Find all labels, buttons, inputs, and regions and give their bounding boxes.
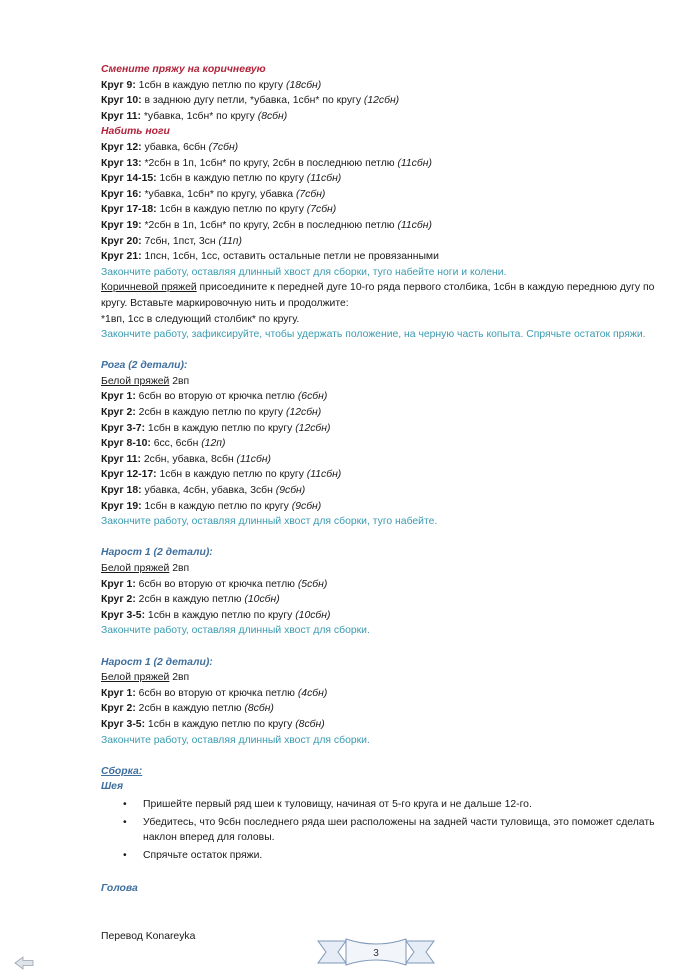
section-heading [101,358,661,374]
pattern-row [101,686,661,702]
row-text: Закончите работу, оставляя длинный хвост для сборки. [101,734,370,746]
row-text: Шея [101,781,124,793]
row-text: *1вп, 1сс в следующий столбик* по кругу. [101,313,300,325]
row-label: Круг 3-7: [101,422,146,434]
row-label: Круг 14-15: [101,173,157,185]
stitch-count: (11сбн) [236,453,271,465]
pattern-row [101,140,661,156]
row-text: 2сбн в каждую петлю [135,703,245,715]
finish-note [101,733,661,749]
spacer [101,530,661,546]
row-text: 1псн, 1сбн, 1сс, оставить остальные петли не провязанными [141,251,439,263]
row-label: Круг 12: [101,141,142,153]
pattern-row [101,234,661,250]
color-instruction [101,124,661,140]
pattern-row [101,561,661,577]
stitch-count: (8сбн) [295,718,325,730]
row-text: убавка, 6сбн [141,141,209,153]
stitch-count: (10сбн) [244,594,280,606]
pattern-row [101,187,661,203]
stitch-count: (12сбн) [285,407,322,419]
bullet-item: • Спрячьте остаток пряжи. [143,848,661,864]
row-text: Закончите работу, оставляя длинный хвост для сборки. [101,625,370,637]
row-label: Круг 1: [101,687,136,699]
pattern-row [101,670,661,686]
finish-note [101,623,661,639]
pattern-row [101,499,661,515]
row-label: Круг 12-17: [101,469,157,481]
stitch-count: (18сбн) [285,79,322,91]
row-text: Рога (2 детали): [101,360,188,372]
pattern-row [101,389,661,405]
pattern-row [101,202,661,218]
row-text: *убавка, 1сбн* по кругу [141,110,258,122]
pattern-row [101,592,661,608]
finish-note [101,514,661,530]
stitch-count: (11п) [218,235,242,247]
row-text: 6сбн во вторую от крючка петлю [135,391,298,403]
row-text: 7сбн, 1пст, 3сн [141,235,219,247]
pattern-row [101,374,661,390]
stitch-count: (6сбн) [297,391,328,403]
row-text: 2вп [169,375,190,387]
stitch-count: (7сбн) [295,188,326,200]
row-text: присоедините к передней дуге 10-го ряда первого столбика, 1сбн в каждую переднюю дугу по кругу. Вставьте маркировочную нить и продолжите: [101,282,655,309]
pattern-row [101,156,661,172]
row-label: Круг 18: [101,485,142,497]
stitch-count: (4сбн) [297,687,328,699]
pattern-row [101,280,661,311]
page-number: 3 [373,948,379,959]
row-label: Круг 11: [101,453,141,465]
pattern-row [101,701,661,717]
pattern-row [101,171,661,187]
row-text: Нарост 1 (2 детали): [101,656,213,668]
stitch-count: (12сбн) [363,95,400,107]
pattern-row [101,93,661,109]
pattern-row [101,78,661,94]
row-text: 2сбн в каждую петлю [135,594,245,606]
spacer [101,639,661,655]
row-text: 6сбн во вторую от крючка петлю [135,687,298,699]
pattern-row [101,249,661,265]
yarn-label: Коричневой пряжей [101,282,197,294]
row-label: Круг 1: [101,391,136,403]
translator-credit: Перевод Konareyka [101,931,196,942]
row-text: Закончите работу, оставляя длинный хвост для сборки, туго набейте. [101,516,438,528]
pattern-lines [101,62,661,795]
row-text: Закончите работу, зафиксируйте, чтобы удержать положение, на черную часть копыта. Спрячьте остаток пряжи. [101,329,646,341]
stitch-count: (12сбн) [295,422,331,434]
bullet-item: • Убедитесь, что 9сбн последнего ряда шеи расположены на задней части туловища, это поможет сделать наклон вперед для головы. [143,815,661,846]
row-label: Круг 2: [101,594,136,606]
section-heading [101,779,661,795]
pattern-row [101,483,661,499]
yarn-label: Белой пряжей [101,563,170,574]
row-text: в заднюю дугу петли, *убавка, 1сбн* по кругу [141,95,364,107]
assembly-bullet-list [101,797,661,863]
yarn-label: Сборка: [101,765,143,777]
spacer [101,865,661,881]
stitch-count: (5сбн) [297,578,328,590]
row-text: 1сбн в каждую петлю по кругу [145,609,296,621]
row-text: 2сбн, убавка, 8сбн [141,453,237,465]
document-body [101,62,661,896]
finish-note [101,265,661,281]
stitch-count: (8сбн) [257,110,288,122]
pattern-row [101,452,661,468]
finish-note [101,327,661,343]
row-label: Круг 20: [101,235,142,247]
row-text: 1сбн в каждую петлю по кругу [156,173,307,185]
section-heading [101,655,661,671]
section-heading [101,764,661,780]
row-text: 2вп [169,563,190,574]
row-text: 6сбн во вторую от крючка петлю [135,578,298,590]
pattern-row [101,312,661,328]
row-text: 1сбн в каждую петлю по кругу [145,422,296,434]
row-text: Набить ноги [101,126,170,138]
pattern-row [101,717,661,733]
row-label: Круг 3-5: [101,609,146,621]
stitch-count: (11сбн) [306,469,342,481]
stitch-count: (8сбн) [244,703,274,715]
row-label: Круг 10: [101,95,142,107]
pattern-row [101,577,661,593]
row-label: Круг 2: [101,407,136,419]
row-text: 1сбн в каждую петлю по кругу [135,79,286,91]
spacer [101,343,661,359]
pattern-row [101,109,661,125]
pattern-row [101,421,661,437]
row-label: Круг 21: [101,251,142,263]
pattern-row [101,405,661,421]
row-label: Круг 3-5: [101,718,146,730]
row-label: Круг 16: [101,188,142,200]
row-text: 1сбн в каждую петлю по кругу [145,718,296,730]
row-label: Круг 13: [101,157,142,169]
stitch-count: (9сбн) [291,500,322,512]
stitch-count: (11сбн) [397,157,432,169]
section-heading [101,545,661,561]
row-label: Круг 17-18: [101,204,157,216]
stitch-count: (7сбн) [208,141,239,153]
row-text: Нарост 1 (2 детали): [101,547,213,559]
spacer [101,748,661,764]
pattern-row [101,436,661,452]
row-label: Круг 8-10: [101,438,151,450]
row-text: 2сбн в каждую петлю по кругу [135,407,286,419]
stitch-count: (7сбн) [306,204,337,216]
row-text: убавка, 4сбн, убавка, 3сбн [141,485,276,497]
row-text: 6сс, 6сбн [150,438,202,450]
stitch-count: (9сбн) [275,485,306,497]
row-text: Смените пряжу на коричневую [101,64,266,75]
row-text: *2сбн в 1п, 1сбн* по кругу, 2сбн в последнюю петлю [141,219,398,231]
pattern-row [101,467,661,483]
row-text: 1сбн в каждую петлю по кругу [156,204,307,216]
stitch-count: (11сбн) [397,219,432,231]
stitch-count: (12п) [201,438,226,450]
stitch-count: (10сбн) [295,609,331,621]
back-arrow-icon[interactable] [14,956,34,970]
row-text: 1сбн в каждую петлю по кругу [141,500,292,512]
row-label: Круг 11: [101,110,141,122]
row-text: 2вп [169,672,190,684]
row-label: Круг 9: [101,79,136,91]
stitch-count: (11сбн) [306,173,342,185]
row-label: Круг 2: [101,703,136,715]
row-text: *убавка, 1сбн* по кругу, убавка [141,188,296,200]
pattern-row [101,608,661,624]
yarn-label: Белой пряжей [101,375,170,387]
yarn-label: Белой пряжей [101,672,170,684]
section-heading-head: Голова [101,882,138,894]
row-text: *2сбн в 1п, 1сбн* по кругу, 2сбн в последнюю петлю [141,157,398,169]
row-label: Круг 19: [101,500,142,512]
row-label: Круг 19: [101,219,142,231]
bullet-item: • Пришейте первый ряд шеи к туловищу, начиная от 5-го круга и не дальше 12-го. [143,797,661,813]
pattern-row [101,218,661,234]
row-text: 1сбн в каждую петлю по кругу [156,469,307,481]
row-text: Закончите работу, оставляя длинный хвост для сборки, туго набейте ноги и колени. [101,266,507,278]
row-label: Круг 1: [101,578,136,590]
color-instruction [101,62,661,78]
